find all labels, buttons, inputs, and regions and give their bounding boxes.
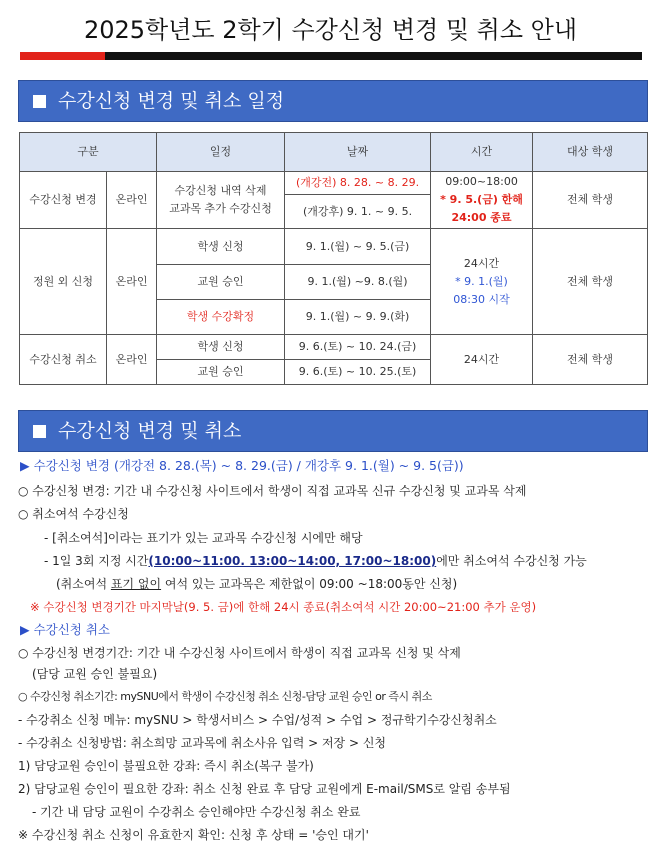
square-bullet-icon [33,95,46,108]
note-last-day: ※ 수강신청 변경기간 마지막날(9. 5. 금)에 한해 24시 종료(취소여석 시간 20:00~21:00 추가 운영) [30,600,537,614]
title-underline-red [20,52,105,60]
category-cell: 수강신청 취소 [20,335,107,385]
header-category: 구분 [20,133,157,172]
schedule-cell: 교원 승인 [157,360,285,385]
list-item: 1) 담당교원 승인이 불필요한 강좌: 즉시 취소(복구 불가) [18,759,314,773]
date-cell: 9. 1.(월) ~ 9. 5.(금) [285,229,431,265]
designated-times: (10:00~11:00. 13:00~14:00, 17:00~18:00) [148,554,437,568]
method-cell: 온라인 [107,335,157,385]
title-underline-black [105,52,642,60]
date-cell: 9. 1.(월) ~9. 8.(월) [285,265,431,300]
table-row [20,172,648,195]
schedule-cell: 학생 신청 [157,229,285,265]
target-cell: 전체 학생 [533,229,648,335]
list-item: ※ 수강신청 취소 신청이 유효한지 확인: 신청 후 상태 = '승인 대기' [18,828,369,842]
schedule-cell: 학생 신청 [157,335,285,360]
list-item: (취소여석 표기 없이 여석 있는 교과목은 제한없이 09:00 ~18:00동안 신청) [56,577,458,591]
schedule-cell: 학생 수강확정 [157,300,285,335]
category-cell: 정원 외 신청 [20,229,107,335]
list-item: - 수강취소 신청 메뉴: mySNU > 학생서비스 > 수업/성적 > 수업 > 정규학기수강신청취소 [18,713,497,727]
cancel-heading: ▶ 수강신청 취소 [20,622,111,637]
category-cell: 수강신청 변경 [20,172,107,229]
time-cell: 24시간 * 9. 1.(월) 08:30 시작 [431,229,533,335]
table-header-row [20,133,648,172]
method-cell: 온라인 [107,172,157,229]
list-item: - 수강취소 신청방법: 취소희망 교과목에 취소사유 입력 > 저장 > 신청 [18,736,387,750]
header-schedule: 일정 [157,133,285,172]
section-schedule-heading: 수강신청 변경 및 취소 일정 [18,80,648,122]
list-item: 2) 담당교원 승인이 필요한 강좌: 취소 신청 완료 후 담당 교원에게 E-mail/SMS로 알림 송부됨 [18,782,511,796]
page-title: 2025학년도 2학기 수강신청 변경 및 취소 안내 [83,16,578,44]
list-item: (담당 교원 승인 불필요) [32,667,158,681]
date-cell: 9. 6.(토) ~ 10. 25.(토) [285,360,431,385]
table-row [20,335,648,360]
list-item: ○ 수강신청 변경: 기간 내 수강신청 사이트에서 학생이 직접 교과목 신규 수강신청 및 교과목 삭제 [18,484,527,498]
target-cell: 전체 학생 [533,172,648,229]
table-row [20,229,648,265]
list-item: ○ 취소여석 수강신청 [18,507,129,521]
header-date: 날짜 [285,133,431,172]
list-item: ○ 수강신청 취소기간: mySNU에서 학생이 수강신청 취소 신청-담당 교원 승인 or 즉시 취소 [18,690,432,703]
header-time: 시간 [431,133,533,172]
change-period-heading: ▶ 수강신청 변경 (개강전 8. 28.(목) ~ 8. 29.(금) / 개강후 9. 1.(월) ~ 9. 5(금)) [20,458,464,473]
list-item: - [취소여석]이라는 표기가 있는 교과목 수강신청 시에만 해당 [44,531,363,545]
list-item: - 기간 내 담당 교원이 수강취소 승인해야만 수강신청 취소 완료 [32,805,361,819]
date-cell: 9. 6.(토) ~ 10. 24.(금) [285,335,431,360]
section-change-cancel-heading: 수강신청 변경 및 취소 [18,410,648,452]
list-item: ○ 수강신청 변경기간: 기간 내 수강신청 사이트에서 학생이 직접 교과목 신청 및 삭제 [18,646,461,660]
square-bullet-icon [33,425,46,438]
header-target: 대상 학생 [533,133,648,172]
schedule-cell: 교원 승인 [157,265,285,300]
time-cell: 24시간 [431,335,533,385]
time-cell: 09:00~18:00 * 9. 5.(금) 한해 24:00 종료 [431,172,533,229]
target-cell: 전체 학생 [533,335,648,385]
date-cell: 9. 1.(월) ~ 9. 9.(화) [285,300,431,335]
list-item: - 1일 3회 지정 시간(10:00~11:00. 13:00~14:00, 17:00~18:00)에만 취소여석 수강신청 가능 [44,554,587,568]
schedule-cell: 수강신청 내역 삭제 교과목 추가 수강신청 [157,172,285,229]
schedule-table [19,132,648,385]
method-cell: 온라인 [107,229,157,335]
date-cell: (개강후) 9. 1. ~ 9. 5. [285,195,431,229]
date-cell: (개강전) 8. 28. ~ 8. 29. [285,172,431,195]
